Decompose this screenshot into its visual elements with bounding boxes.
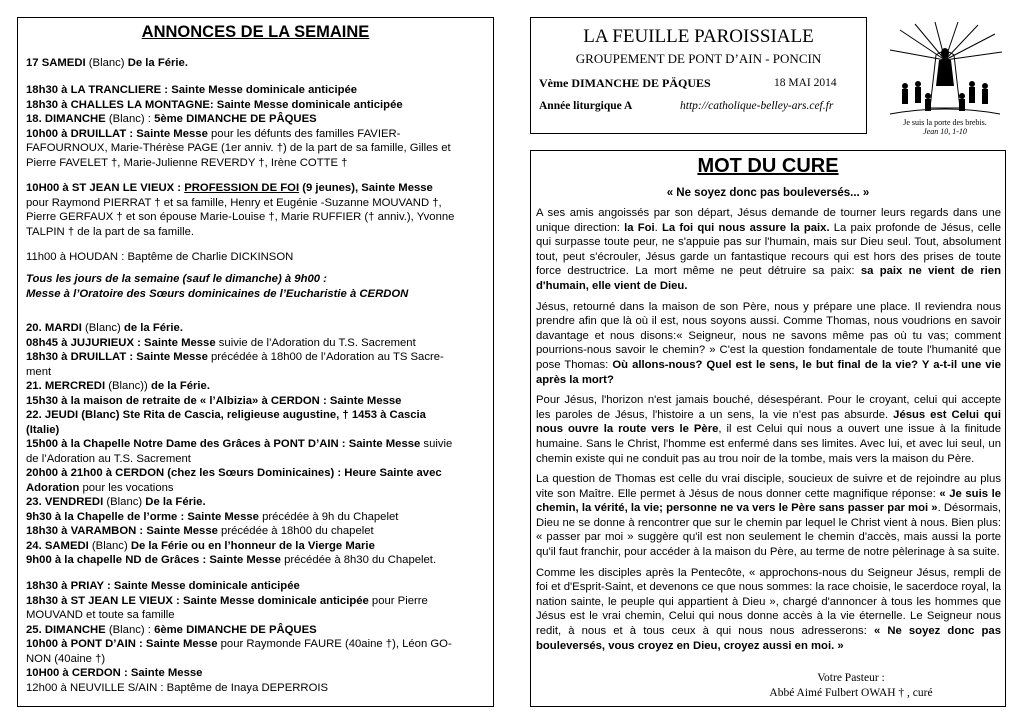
signature-name: Abbé Aimé Fulbert OWAH † , curé [769, 687, 933, 699]
newsletter-title: LA FEUILLE PAROISSIALE [583, 26, 814, 47]
announcement-line: 17 SAMEDI (Blanc) De la Férie. [26, 57, 188, 69]
announcement-line: 21. MERCREDI (Blanc)) de la Férie. [26, 380, 210, 392]
caption-line: Je suis la porte des brebis. [903, 118, 987, 127]
website-link[interactable]: http://catholique-belley-ars.cef.fr [680, 100, 834, 112]
announcement-line: 12h00 à NEUVILLE S/AIN : Baptême de Inaya DEPERROIS [26, 681, 329, 694]
announcement-line: 20. MARDI (Blanc) de la Férie. [26, 322, 183, 334]
announcement-line: Adoration pour les vocations [26, 481, 174, 494]
announcement-line: 18h30 à CHALLES LA MONTAGNE: Sainte Messe dominicale anticipée [26, 98, 403, 111]
signature-label: Votre Pasteur : [817, 672, 885, 684]
paragraph: Jésus, retourné dans la maison de son Père, nous y prépare une place. Il reviendra nous prendre afin que là où il est, nous soyons aussi. Comme Thomas, nous voudrions en savoir davantage et nous disons:« Seigneur, nous ne savons même pas où tu vas; comment pourrions-nous savoir le chemin? » C'est la question fondamentale de toute l'humanité que pose Thomas: Où allons-nous? Quel est le sens, le but final de la vie? Y a-t-il une vie après la mort? [536, 300, 1001, 386]
announcement-line: Pierre FAVELET †, Marie-Julienne REVERDY †, Irène COTTE † [26, 156, 348, 169]
announcement-line: 08h45 à JUJURIEUX : Sainte Messe suivie de l’Adoration du T.S. Sacrement [26, 336, 416, 349]
newsletter-header [530, 17, 867, 134]
illustration-caption [880, 118, 1010, 136]
announcement-line: TALPIN † de la part de sa famille. [26, 225, 195, 238]
shepherd-door-icon [880, 20, 1010, 120]
announcement-line: 9h30 à la Chapelle de l’orme : Sainte Messe précédée à 9h du Chapelet [26, 510, 399, 523]
announcement-line: ment [26, 365, 52, 378]
priest-message-panel [530, 150, 1006, 707]
announcement-line: 25. DIMANCHE (Blanc) : 6ème DIMANCHE DE PÂQUES [26, 623, 317, 636]
announcement-line: Tous les jours de la semaine (sauf le dimanche) à 9h00 : [26, 273, 327, 285]
message-body [536, 206, 1001, 659]
announcements-title: ANNONCES DE LA SEMAINE [141, 23, 370, 41]
announcement-line: 20h00 à 21h00 à CERDON (chez les Sœurs Dominicaines) : Heure Sainte avec [26, 467, 442, 479]
paragraph: Pour Jésus, l'horizon n'est jamais bouché, désespérant. Pour le croyant, celui qui accepte les paroles de Jésus, l'histoire a un sens, la vie n'est pas absurde. Jésus est Celui qui nous ouvre la route vers le Père, il est Celui qui nous a ouvert une issue à la finitude humaine. Sans le Christ, l'homme est enfermé dans ses limites. Avec lui, et avec lui seul, un chemin existe qui ne conduit pas au trou noir de la tombe, mais vers la maison du Père. [536, 394, 1001, 465]
newsletter-subtitle: GROUPEMENT DE PONT D’AIN - PONCIN [575, 51, 822, 66]
paragraph: La question de Thomas est celle du vrai disciple, soucieux de suivre et de rejoindre au plus vite son Maître. Elle permet à Jésus de nous donner cette magnifique réponse: « Je suis le chemin, la vérité, la vie; personne ne va vers le Père sans passer par moi ». Désormais, Dieu ne se donne à rencontrer que sur le chemin par lequel le Christ vient à nous. Bien plus: « passer par moi » suggère qu'il est non seulement le chemin d'accès, mais aussi la porte qu'il faut franchir, pour accéder à la maison du Père, au terme de notre pèlerinage à sa suite. [536, 473, 1002, 559]
announcement-line: 18h30 à ST JEAN LE VIEUX : Sainte Messe dominicale anticipée pour Pierre [26, 594, 428, 607]
sunday-label: Vème DIMANCHE DE PÄQUES [539, 76, 711, 90]
message-title: MOT DU CURE [697, 155, 839, 177]
announcement-line: 23. VENDREDI (Blanc) De la Férie. [26, 496, 206, 508]
announcement-line: Messe à l’Oratoire des Sœurs dominicaines de l’Eucharistie à CERDON [26, 287, 409, 300]
announcement-line: (Italie) [26, 423, 60, 436]
announcement-line: 10h00 à DRUILLAT : Sainte Messe pour les défunts des familles FAVIER- [26, 127, 401, 140]
announcement-line: 11h00 à HOUDAN : Baptême de Charlie DICKINSON [26, 251, 294, 263]
announcement-line: 22. JEUDI (Blanc) Ste Rita de Cascia, religieuse augustine, † 1453 à Cascia [26, 409, 426, 421]
good-shepherd-illustration [880, 20, 1010, 140]
announcement-line: 18h30 à VARAMBON : Sainte Messe précédée à 18h00 du chapelet [26, 525, 374, 537]
announcement-line: 9h00 à la chapelle ND de Grâces : Sainte Messe précédée à 8h30 du Chapelet. [26, 554, 437, 566]
paragraph: Comme les disciples après la Pentecôte, « approchons-nous du Seigneur Jésus, rempli de foi et d'Esprit-Saint, et devenons ce que nous sommes: la race choisie, le sacerdoce royal, la nation sainte, le peuple qui appartient à Dieu », chargé d'annoncer à tous les hommes que Jésus est le vrai chemin, Celui qui nous donne accès à la vie éternelle. Le Seigneur nous redit, à nous et à tous ceux à qui nous nous adresserons: « Ne soyez donc pas bouleversés, vous croyez en Dieu, croyez aussi en moi. » [536, 566, 1001, 652]
announcement-line: Pierre GERFAUX † et son épouse Marie-Louise †, Marie RUFFIER († anniv.), Yvonne [26, 211, 455, 223]
message-quote: « Ne soyez donc pas bouleversés... » [666, 187, 870, 199]
caption-reference: Jean 10, 1-10 [923, 127, 967, 136]
announcement-line: 18h30 à PRIAY : Sainte Messe dominicale anticipée [26, 580, 300, 592]
announcements-panel [17, 17, 494, 707]
announcement-line: 15h00 à la Chapelle Notre Dame des Grâces à PONT D’AIN : Sainte Messe suivie [26, 438, 453, 450]
announcement-line: FAFOURNOUX, Marie-Thérèse PAGE (1er anniv. †) de la part de sa famille, Gilles et [26, 142, 451, 154]
announcement-line: 10H00 à CERDON : Sainte Messe [26, 667, 203, 679]
announcement-line: 10H00 à ST JEAN LE VIEUX : PROFESSION DE FOI (9 jeunes), Sainte Messe [26, 182, 433, 194]
announcement-line: 15h30 à la maison de retraite de « l’Albizia» à CERDON : Sainte Messe [26, 394, 402, 407]
announcement-line: de l’Adoration au T.S. Sacrement [26, 452, 191, 465]
announcement-line: pour Raymond PIERRAT † et sa famille, Henry et Eugénie -Suzanne MOUVAND †, [26, 196, 442, 209]
paragraph: A ses amis angoissés par son départ, Jésus demande de tourner leurs regards dans une unique direction: la Foi. La foi qui nous assure la paix. La paix profonde de Jésus, celle qui surpasse toute peur, ne s'appuie pas sur l'humain, mais sur Dieu seul. Tout, absolument tout, peut s'écrouler, Jésus garde un fantastique recours qui est hors des prises de toute force destructrice. La mort même ne peut détruire sa paix: sa paix ne vient de rien d'humain, elle vient de Dieu. [536, 207, 1002, 292]
issue-date: 18 MAI 2014 [774, 77, 837, 89]
announcement-line: 18h30 à DRUILLAT : Sainte Messe précédée à 18h00 de l’Adoration au TS Sacre- [26, 351, 444, 363]
announcement-line: 18. DIMANCHE (Blanc) : 5ème DIMANCHE DE PÂQUES [26, 113, 317, 125]
announcement-line: 10h00 à PONT D’AIN : Sainte Messe pour Raymonde FAURE (40aine †), Léon GO- [26, 638, 452, 650]
announcement-line: 18h30 à LA TRANCLIERE : Sainte Messe dominicale anticipée [26, 84, 358, 96]
announcement-line: MOUVAND et toute sa famille [26, 609, 175, 621]
announcement-line: 24. SAMEDI (Blanc) De la Férie ou en l’honneur de la Vierge Marie [26, 539, 375, 552]
liturgical-year: Année liturgique A [539, 100, 633, 112]
announcement-line: NON (40aine †) [26, 652, 106, 665]
